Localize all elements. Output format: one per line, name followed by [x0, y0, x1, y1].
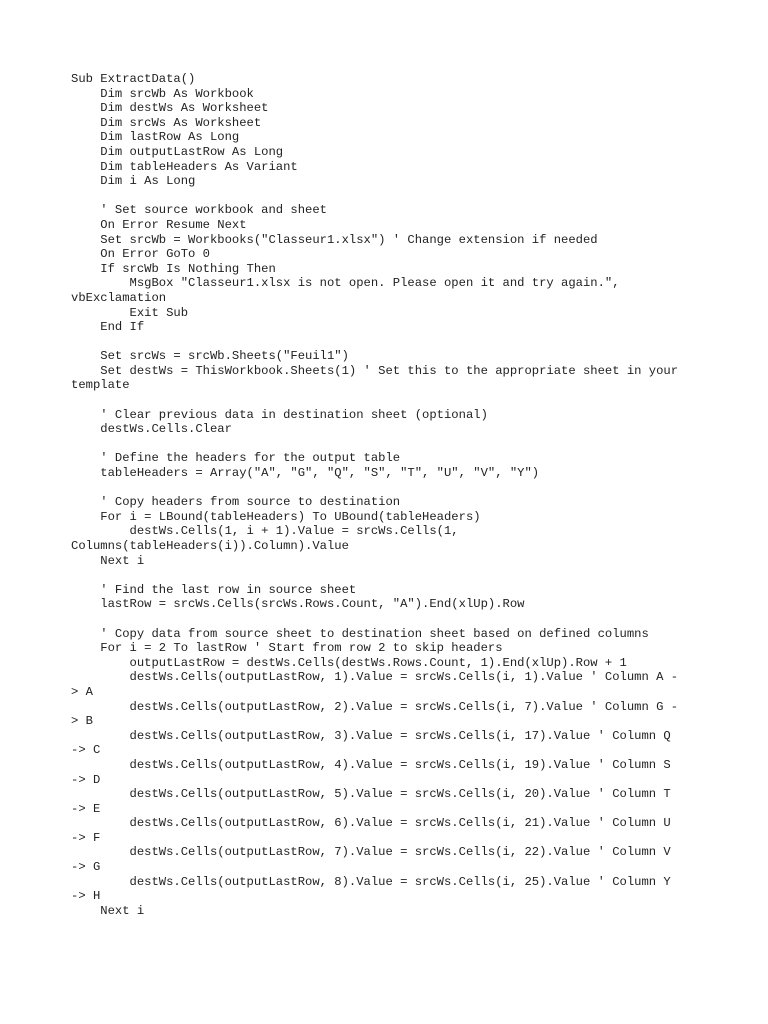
- code-line: Columns(tableHeaders(i)).Column).Value: [71, 539, 349, 553]
- code-line: destWs.Cells(outputLastRow, 4).Value = srcWs.Cells(i, 19).Value ' Column S: [71, 757, 671, 772]
- code-line: > A: [71, 684, 93, 699]
- code-line: ' Set source workbook and sheet: [71, 203, 327, 218]
- code-line: On Error Resume Next: [71, 217, 247, 232]
- code-line: MsgBox "Classeur1.xlsx is not open. Please open it and try again.",: [71, 276, 620, 291]
- code-line: On Error GoTo 0: [71, 247, 210, 262]
- code-line: Set destWs = ThisWorkbook.Sheets(1) ' Set this to the appropriate sheet in your: [71, 363, 679, 378]
- code-line: Exit Sub: [71, 305, 189, 320]
- code-line: destWs.Cells(outputLastRow, 1).Value = srcWs.Cells(i, 1).Value ' Column A -: [71, 670, 679, 685]
- code-line: destWs.Cells(outputLastRow, 6).Value = srcWs.Cells(i, 21).Value ' Column U: [71, 816, 671, 831]
- vba-code-block: [71, 72, 711, 918]
- code-line: -> C: [71, 743, 101, 758]
- code-line: destWs.Cells(outputLastRow, 7).Value = srcWs.Cells(i, 22).Value ' Column V: [71, 845, 671, 860]
- code-line: Set srcWb = Workbooks("Classeur1.xlsx") ' Change extension if needed: [71, 232, 598, 247]
- code-line: ' Find the last row in source sheet: [71, 582, 357, 597]
- code-line: vbExclamation: [71, 290, 167, 305]
- code-line: template: [71, 378, 130, 393]
- code-line: lastRow = srcWs.Cells(srcWs.Rows.Count, "A").End(xlUp).Row: [71, 597, 525, 612]
- code-line: [71, 437, 711, 452]
- code-line: [71, 612, 711, 627]
- code-line: If srcWb Is Nothing Then: [71, 261, 276, 276]
- code-line: -> H: [71, 889, 101, 904]
- code-line: Next i: [71, 553, 145, 568]
- code-line: destWs.Cells(outputLastRow, 2).Value = srcWs.Cells(i, 7).Value ' Column G -: [71, 699, 679, 714]
- code-line: destWs.Cells(1, i + 1).Value = srcWs.Cells(1,: [71, 524, 459, 539]
- code-line: destWs.Cells.Clear: [71, 422, 232, 437]
- code-line: [71, 481, 711, 496]
- code-line: [71, 335, 711, 350]
- code-line: destWs.Cells(outputLastRow, 3).Value = srcWs.Cells(i, 17).Value ' Column Q: [71, 728, 671, 743]
- code-line: Dim srcWb As Workbook: [71, 86, 254, 101]
- code-line: [71, 189, 711, 204]
- code-line: -> D: [71, 772, 101, 787]
- code-line: [71, 568, 711, 583]
- code-line: Dim lastRow As Long: [71, 130, 240, 145]
- code-line: Dim destWs As Worksheet: [71, 101, 269, 116]
- code-line: Dim i As Long: [71, 174, 196, 189]
- code-line: For i = LBound(tableHeaders) To UBound(tableHeaders): [71, 509, 481, 524]
- code-line: ' Copy data from source sheet to destination sheet based on defined columns: [71, 626, 649, 641]
- code-line: destWs.Cells(outputLastRow, 5).Value = srcWs.Cells(i, 20).Value ' Column T: [71, 787, 671, 802]
- code-line: -> G: [71, 860, 101, 875]
- code-line: Next i: [71, 903, 145, 918]
- code-line: ' Clear previous data in destination sheet (optional): [71, 407, 488, 422]
- code-line: ' Define the headers for the output table: [71, 451, 401, 466]
- code-line: destWs.Cells(outputLastRow, 8).Value = srcWs.Cells(i, 25).Value ' Column Y: [71, 874, 671, 889]
- code-line: > B: [71, 714, 93, 729]
- code-line: For i = 2 To lastRow ' Start from row 2 to skip headers: [71, 641, 503, 656]
- code-line: -> F: [71, 830, 101, 845]
- code-line: Sub ExtractData(): [71, 72, 196, 86]
- code-line: Set srcWs = srcWb.Sheets("Feuil1"): [71, 349, 349, 364]
- code-line: tableHeaders = Array("A", "G", "Q", "S", "T", "U", "V", "Y"): [71, 466, 540, 481]
- code-line: outputLastRow = destWs.Cells(destWs.Rows.Count, 1).End(xlUp).Row + 1: [71, 655, 627, 670]
- code-line: [71, 393, 711, 408]
- code-line: Dim outputLastRow As Long: [71, 144, 284, 159]
- code-line: Dim tableHeaders As Variant: [71, 159, 298, 174]
- code-line: -> E: [71, 801, 101, 816]
- code-line: ' Copy headers from source to destination: [71, 495, 401, 510]
- code-line: Dim srcWs As Worksheet: [71, 115, 262, 130]
- code-line: End If: [71, 320, 145, 335]
